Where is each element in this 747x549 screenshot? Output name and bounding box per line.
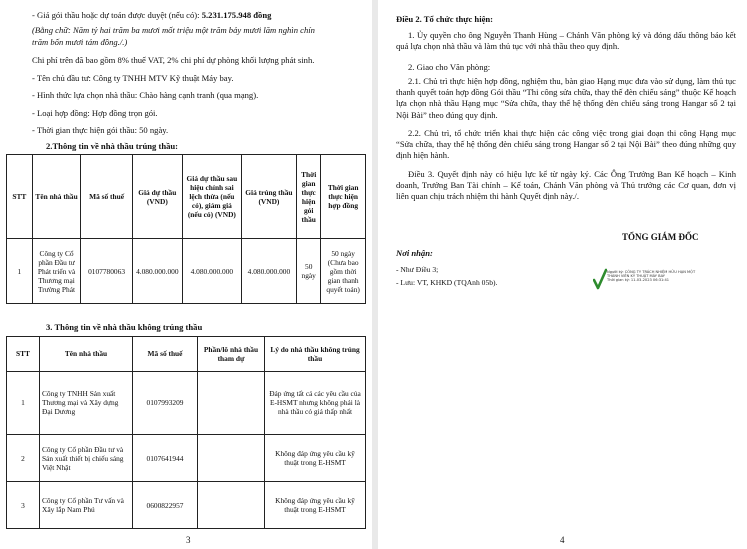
loser-header-row <box>7 337 366 372</box>
cell-reason: Không đáp ứng yêu cầu kỹ thuật trong E-HSMT <box>265 435 366 482</box>
recipients-title: Nơi nhận: <box>396 248 433 258</box>
page-number: 4 <box>560 535 565 545</box>
winner-header-row <box>7 155 366 239</box>
duration-line: - Thời gian thực hiện gói thầu: 50 ngày. <box>32 125 169 135</box>
signature-signer: Người ký: CÔNG TY TRÁCH NHIỆM HỮU HẠN MỘT <box>607 270 696 274</box>
th-contract-duration: Thời gian thực hiện hợp đồng <box>321 155 366 239</box>
cell-name: Công ty Cổ phần Đầu tư Phát triển và Thương mại Trường Phát <box>32 239 81 304</box>
winner-row <box>7 239 366 304</box>
cell-reason: Không đáp ứng yêu cầu kỹ thuật trong E-HSMT <box>265 482 366 529</box>
cell-lot <box>198 371 265 434</box>
article-2-item-2-2: 2.2. Chủ trì, tổ chức triển khai thực hiện các công việc trong giai đoạn thi công Hạng mục “Sửa chữa, thay thế hệ thống đèn chiếu sáng trong Hangar số 2 tại Nội Bài” theo đúng những quy định hiện hành. <box>396 128 736 161</box>
bid-price-line <box>32 10 271 21</box>
bid-price-words-1: (Bằng chữ: Năm tỷ hai trăm ba mươi mốt triệu một trăm bảy mươi lăm nghìn chín <box>32 25 315 35</box>
article-2-item-1: 1. Ủy quyền cho ông Nguyễn Thanh Hùng – Chánh Văn phòng ký và đóng dấu thông báo kết quả lựa chọn nhà thầu và làm thủ tục với nhà thầu theo quy định. <box>396 30 736 52</box>
recipient-1: - Như Điều 3; <box>396 265 439 274</box>
cell-package-duration: 50 ngày <box>297 239 321 304</box>
cell-stt: 2 <box>7 435 40 482</box>
cell-winning-price: 4.080.000.000 <box>241 239 296 304</box>
th-name: Tên nhà thầu <box>32 155 81 239</box>
table-row <box>7 482 366 529</box>
cell-tax-code: 0600822957 <box>133 482 198 529</box>
bid-price-value: 5.231.175.948 đồng <box>201 10 272 20</box>
cell-name: Công ty Cổ phần Tư vấn và Xây lắp Nam Phú <box>40 482 133 529</box>
signature-org: THÀNH VIÊN KỸ THUẬT MÁY BAY <box>607 274 665 279</box>
winner-table <box>6 154 366 304</box>
page-number: 3 <box>186 535 191 545</box>
th-lot: Phần/lô nhà thầu tham dự <box>198 337 265 372</box>
cell-name: Công ty Cổ phần Đầu tư và Sản xuất thiết bị chiếu sáng Việt Nhật <box>40 435 133 482</box>
th-stt: STT <box>7 337 40 372</box>
investor-line: - Tên chủ đầu tư: Công ty TNHH MTV Kỹ thuật Máy bay. <box>32 73 234 83</box>
th-bid-price: Giá dự thầu (VND) <box>132 155 182 239</box>
bid-price-words-2: trăm bốn mươi tám đồng./.) <box>32 37 128 47</box>
section-2-title: 2.Thông tin về nhà thầu trúng thầu: <box>46 141 179 151</box>
cell-contract-duration: 50 ngày (Chưa bao gồm thời gian thanh quyết toán) <box>321 239 366 304</box>
signer-title: TỔNG GIÁM ĐỐC <box>622 232 699 242</box>
cell-reason: Đáp ứng tất cả các yêu cầu của E-HSMT nhưng không phải là nhà thầu có giá thấp nhất <box>265 371 366 434</box>
th-winning-price: Giá trúng thầu (VND) <box>241 155 296 239</box>
th-adjusted-price: Giá dự thầu sau hiệu chỉnh sai lệch thừa (nếu có), giảm giá (nếu có) (VND) <box>183 155 242 239</box>
article-3: Điều 3. Quyết định này có hiệu lực kể từ ngày ký. Các Ông Trưởng Ban Kế hoạch – Kinh doanh, Trưởng Ban Tài chính – Kế toán, Chánh Văn phòng và Thủ trưởng các Cơ quan, đơn vị liên quan chịu trách nhiệm thi hành Quyết định này./. <box>396 169 736 202</box>
cell-tax-code: 0107993209 <box>133 371 198 434</box>
selection-form-line: - Hình thức lựa chọn nhà thầu: Chào hàng cạnh tranh (qua mạng). <box>32 90 259 100</box>
cell-lot <box>198 482 265 529</box>
table-row <box>7 435 366 482</box>
page-3 <box>0 0 372 549</box>
signature-check-icon <box>593 268 607 292</box>
page-4 <box>378 0 747 549</box>
th-name: Tên nhà thầu <box>40 337 133 372</box>
signature-text <box>607 270 695 283</box>
cell-bid-price: 4.080.000.000 <box>132 239 182 304</box>
cell-stt: 1 <box>7 239 33 304</box>
section-3-title: 3. Thông tin về nhà thầu không trúng thầu <box>46 322 203 332</box>
cell-name: Công ty TNHH Sản xuất Thương mại và Xây dựng Đại Dương <box>40 371 133 434</box>
cell-stt: 1 <box>7 371 40 434</box>
article-2-item-2-1: 2.1. Chủ trì thực hiện hợp đồng, nghiệm thu, bàn giao Hạng mục đưa vào sử dụng, làm thủ tục thanh quyết toán hợp đồng Gói thầu “Thi công sửa chữa, thay thế đèn chiếu sáng” thuộc Kế hoạch lựa chọn nhà thầu Hạng mục “Sửa chữa, thay thế hệ thống đèn chiếu sáng trong Hangar số 2 tại Nội Bài” theo đúng quy định. <box>396 76 736 120</box>
table-row <box>7 371 366 434</box>
cell-stt: 3 <box>7 482 40 529</box>
digital-signature <box>593 268 705 296</box>
signature-time: Thời gian ký: 11-03-2023 06:31:41 <box>607 278 670 283</box>
bid-price-label: - Giá gói thầu hoặc dự toán được duyệt (nếu có): <box>32 10 202 20</box>
article-2-title: Điều 2. Tổ chức thực hiện: <box>396 14 494 24</box>
th-reason: Lý do nhà thầu không trúng thầu <box>265 337 366 372</box>
loser-table <box>6 336 366 529</box>
th-tax-code: Mã số thuế <box>81 155 132 239</box>
cell-tax-code: 0107780063 <box>81 239 132 304</box>
th-package-duration: Thời gian thực hiện gói thầu <box>297 155 321 239</box>
cell-tax-code: 0107641944 <box>133 435 198 482</box>
cell-lot <box>198 435 265 482</box>
tax-note: Chi phí trên đã bao gồm 8% thuế VAT, 2% chi phí dự phòng khối lượng phát sinh. <box>32 55 315 65</box>
article-2-item-2: 2. Giao cho Văn phòng: <box>408 62 491 72</box>
cell-adjusted-price: 4.080.000.000 <box>183 239 242 304</box>
recipient-2: - Lưu: VT, KHKD (TQAnh 05b). <box>396 278 498 287</box>
th-stt: STT <box>7 155 33 239</box>
contract-type-line: - Loại hợp đồng: Hợp đồng trọn gói. <box>32 108 158 118</box>
th-tax-code: Mã số thuế <box>133 337 198 372</box>
